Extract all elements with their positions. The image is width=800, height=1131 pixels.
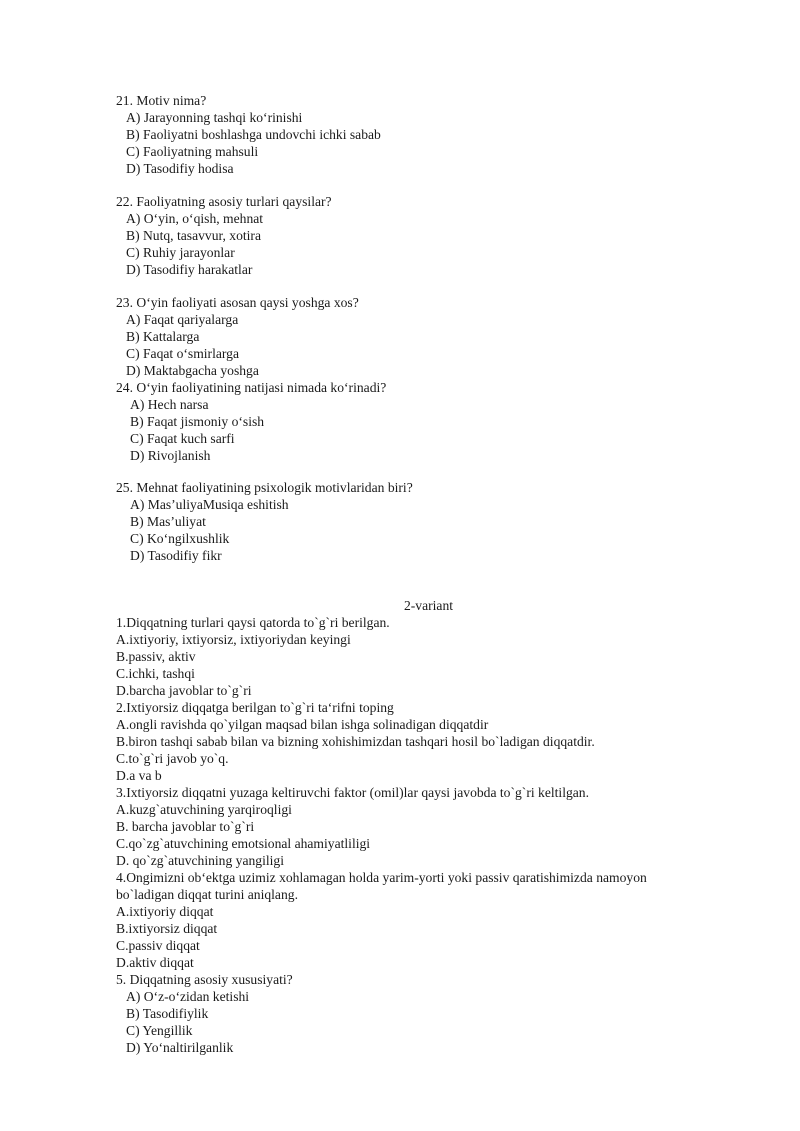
variant2-line: D. qo`zg`atuvchining yangiligi — [116, 853, 284, 868]
variant2-line: A.ongli ravishda qo`yilgan maqsad bilan ishga solinadigan diqqatdir — [116, 717, 489, 732]
question-22-text: 22. Faoliyatning asosiy turlari qaysilar? — [116, 194, 332, 209]
question-23-option-a: A) Faqat qariyalarga — [126, 312, 239, 327]
variant2-q5-option-d: D) Yo‘naltirilganlik — [126, 1040, 234, 1055]
variant-2-questions-block — [116, 614, 756, 1056]
variant2-line: B.passiv, aktiv — [116, 649, 196, 664]
question-22-option-c: C) Ruhiy jarayonlar — [126, 245, 235, 260]
question-23-option-c: C) Faqat o‘smirlarga — [126, 346, 240, 361]
question-21-option-b: B) Faoliyatni boshlashga undovchi ichki sabab — [126, 127, 381, 142]
variant2-line: bo`ladigan diqqat turini aniqlang. — [116, 887, 298, 902]
variant2-line: A.ixtiyoriy, ixtiyorsiz, ixtiyoriydan keyingi — [116, 632, 351, 647]
question-24-option-c: C) Faqat kuch sarfi — [130, 431, 235, 446]
variant2-line: D.aktiv diqqat — [116, 955, 194, 970]
question-25-option-b: B) Mas’uliyat — [130, 514, 206, 529]
question-23-block — [116, 294, 756, 464]
question-21-option-d: D) Tasodifiy hodisa — [126, 161, 234, 176]
question-22-option-b: B) Nutq, tasavvur, xotira — [126, 228, 261, 243]
question-24-option-b: B) Faqat jismoniy o‘sish — [130, 414, 265, 429]
question-25-option-a: A) Mas’uliyaMusiqa eshitish — [130, 497, 289, 512]
question-21-option-a: A) Jarayonning tashqi ko‘rinishi — [126, 110, 303, 125]
question-21-block — [116, 92, 756, 177]
variant2-q5-option-c: C) Yengillik — [126, 1023, 193, 1038]
question-22-option-a: A) O‘yin, o‘qish, mehnat — [126, 211, 264, 226]
question-21-option-c: C) Faoliyatning mahsuli — [126, 144, 259, 159]
variant2-line: D.a va b — [116, 768, 162, 783]
question-25-option-c: C) Ko‘ngilxushlik — [130, 531, 230, 546]
variant2-line: 4.Ongimizni ob‘ektga uzimiz xohlamagan holda yarim-yorti yoki passiv qaratishimizda namoyon — [116, 870, 647, 885]
variant2-line: D.barcha javoblar to`g`ri — [116, 683, 252, 698]
variant2-q5-text: 5. Diqqatning asosiy xususiyati? — [116, 972, 293, 987]
variant2-q5-option-a: A) O‘z-o‘zidan ketishi — [126, 989, 250, 1004]
variant2-line: B. barcha javoblar to`g`ri — [116, 819, 255, 834]
question-23-option-b: B) Kattalarga — [126, 329, 200, 344]
question-23-option-d: D) Maktabgacha yoshga — [126, 363, 259, 378]
question-25-block — [116, 479, 756, 564]
variant2-line: C.to`g`ri javob yo`q. — [116, 751, 229, 766]
variant-2-heading-block — [116, 597, 741, 614]
question-24-option-a: A) Hech narsa — [130, 397, 209, 412]
question-22-block — [116, 193, 756, 278]
variant2-line: C.ichki, tashqi — [116, 666, 195, 681]
variant2-q5-option-b: B) Tasodifiylik — [126, 1006, 209, 1021]
question-21-text: 21. Motiv nima? — [116, 93, 207, 108]
question-22-option-d: D) Tasodifiy harakatlar — [126, 262, 253, 277]
question-25-text: 25. Mehnat faoliyatining psixologik motivlaridan biri? — [116, 480, 413, 495]
question-24-text: 24. O‘yin faoliyatining natijasi nimada ko‘rinadi? — [116, 380, 387, 395]
variant2-line: B.biron tashqi sabab bilan va bizning xohishimizdan tashqari hosil bo`ladigan diqqatdir. — [116, 734, 595, 749]
variant2-line: 1.Diqqatning turlari qaysi qatorda to`g`ri berilgan. — [116, 615, 390, 630]
variant2-line: C.passiv diqqat — [116, 938, 200, 953]
variant2-line: 3.Ixtiyorsiz diqqatni yuzaga keltiruvchi faktor (omil)lar qaysi javobda to`g`ri keltilgan. — [116, 785, 590, 800]
variant2-line: C.qo`zg`atuvchining emotsional ahamiyatliligi — [116, 836, 371, 851]
variant2-line: A.kuzg`atuvchining yarqiroqligi — [116, 802, 292, 817]
variant-2-heading: 2-variant — [403, 598, 454, 613]
question-23-text: 23. O‘yin faoliyati asosan qaysi yoshga xos? — [116, 295, 359, 310]
variant2-line: 2.Ixtiyorsiz diqqatga berilgan to`g`ri ta‘rifni toping — [116, 700, 394, 715]
question-25-option-d: D) Tasodifiy fikr — [130, 548, 222, 563]
question-24-option-d: D) Rivojlanish — [130, 448, 211, 463]
variant2-line: B.ixtiyorsiz diqqat — [116, 921, 218, 936]
variant2-line: A.ixtiyoriy diqqat — [116, 904, 214, 919]
